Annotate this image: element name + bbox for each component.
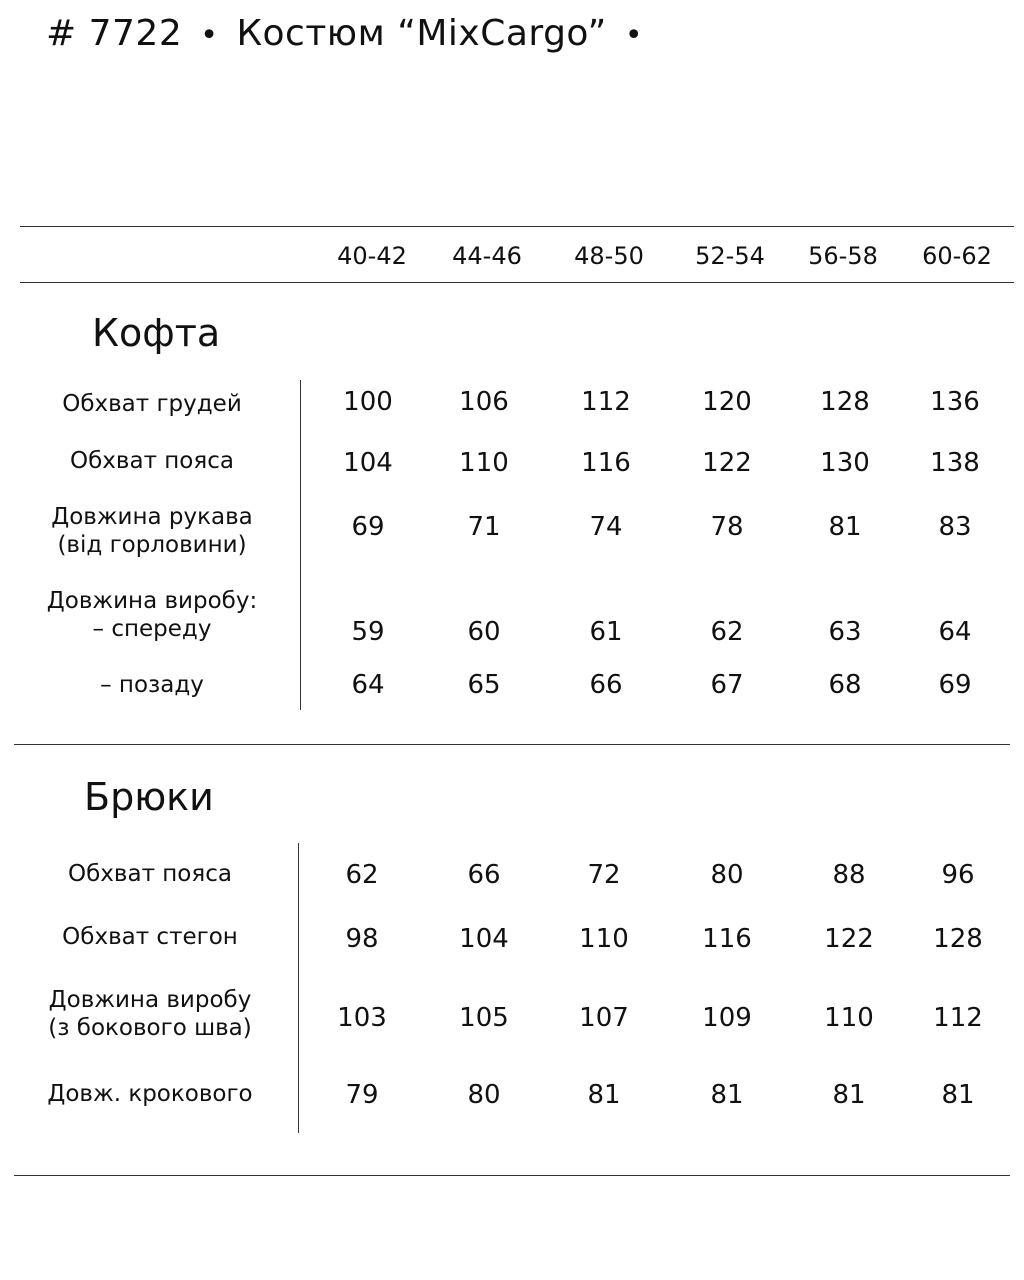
jacket-value-cell: 104 <box>343 448 393 478</box>
pants-value-cell: 107 <box>579 1003 629 1033</box>
pants-row-label: Обхват стегон <box>62 924 238 950</box>
bullet-dot: • <box>624 18 644 53</box>
jacket-value-cell: 116 <box>581 448 631 478</box>
product-name: Костюм “MixCargo” <box>236 13 607 54</box>
divider-vertical-pants <box>298 843 299 1133</box>
jacket-value-cell: 69 <box>938 670 972 700</box>
divider-vertical-jacket <box>300 380 301 710</box>
section-title-pants: Брюки <box>84 775 214 819</box>
jacket-row-label: Довжина рукава <box>51 504 253 530</box>
pants-value-cell: 98 <box>345 924 379 954</box>
pants-value-cell: 109 <box>702 1003 752 1033</box>
jacket-value-cell: 60 <box>467 617 501 647</box>
size-header-48-50: 48-50 <box>574 242 644 270</box>
divider-top <box>20 226 1014 227</box>
jacket-value-cell: 78 <box>710 512 744 542</box>
jacket-value-cell: 122 <box>702 448 752 478</box>
pants-value-cell: 104 <box>459 924 509 954</box>
pants-value-cell: 112 <box>933 1003 983 1033</box>
jacket-value-cell: 66 <box>589 670 623 700</box>
size-header-52-54: 52-54 <box>695 242 765 270</box>
pants-value-cell: 79 <box>345 1080 379 1110</box>
divider-sizes <box>20 282 1014 283</box>
jacket-value-cell: 106 <box>459 387 509 417</box>
pants-row-label: Довжина виробу <box>48 987 252 1013</box>
jacket-value-cell: 64 <box>938 617 972 647</box>
jacket-value-cell: 62 <box>710 617 744 647</box>
jacket-value-cell: 71 <box>467 512 501 542</box>
product-code: # 7722 <box>46 13 183 54</box>
jacket-value-cell: 61 <box>589 617 623 647</box>
pants-value-cell: 81 <box>941 1080 975 1110</box>
pants-value-cell: 80 <box>710 860 744 890</box>
jacket-value-cell: 138 <box>930 448 980 478</box>
pants-value-cell: 103 <box>337 1003 387 1033</box>
jacket-row-label: Обхват грудей <box>62 391 242 417</box>
jacket-value-cell: 110 <box>459 448 509 478</box>
jacket-value-cell: 63 <box>828 617 862 647</box>
jacket-value-cell: 100 <box>343 387 393 417</box>
jacket-value-cell: 67 <box>710 670 744 700</box>
pants-value-cell: 81 <box>587 1080 621 1110</box>
jacket-row-label: Довжина виробу: <box>46 588 258 614</box>
jacket-value-cell: 112 <box>581 387 631 417</box>
jacket-row-label: Обхват пояса <box>70 448 234 474</box>
pants-value-cell: 81 <box>710 1080 744 1110</box>
jacket-value-cell: 83 <box>938 512 972 542</box>
pants-value-cell: 66 <box>467 860 501 890</box>
jacket-row-label: – спереду <box>92 616 212 642</box>
pants-value-cell: 128 <box>933 924 983 954</box>
pants-row-label: Обхват пояса <box>68 861 232 887</box>
section-title-jacket: Кофта <box>92 311 221 355</box>
page-title <box>46 12 661 58</box>
size-header-60-62: 60-62 <box>922 242 992 270</box>
pants-value-cell: 80 <box>467 1080 501 1110</box>
jacket-value-cell: 120 <box>702 387 752 417</box>
pants-value-cell: 96 <box>941 860 975 890</box>
pants-value-cell: 62 <box>345 860 379 890</box>
jacket-row-label: (від горловини) <box>57 532 247 558</box>
pants-row-label: Довж. крокового <box>47 1081 253 1107</box>
pants-value-cell: 88 <box>832 860 866 890</box>
pants-row-label: (з бокового шва) <box>48 1015 252 1041</box>
bullet-dot: • <box>200 18 219 53</box>
pants-value-cell: 110 <box>579 924 629 954</box>
size-header-44-46: 44-46 <box>452 242 522 270</box>
jacket-value-cell: 136 <box>930 387 980 417</box>
pants-value-cell: 81 <box>832 1080 866 1110</box>
pants-value-cell: 110 <box>824 1003 874 1033</box>
size-header-56-58: 56-58 <box>808 242 878 270</box>
divider-middle <box>14 744 1010 745</box>
jacket-value-cell: 59 <box>351 617 385 647</box>
jacket-value-cell: 65 <box>467 670 501 700</box>
jacket-value-cell: 74 <box>589 512 623 542</box>
pants-value-cell: 72 <box>587 860 621 890</box>
jacket-value-cell: 130 <box>820 448 870 478</box>
divider-bottom <box>14 1175 1010 1176</box>
pants-value-cell: 122 <box>824 924 874 954</box>
jacket-value-cell: 69 <box>351 512 385 542</box>
jacket-value-cell: 128 <box>820 387 870 417</box>
pants-value-cell: 105 <box>459 1003 509 1033</box>
jacket-value-cell: 81 <box>828 512 862 542</box>
size-header-40-42: 40-42 <box>337 242 407 270</box>
jacket-row-label: – позаду <box>100 672 204 698</box>
pants-value-cell: 116 <box>702 924 752 954</box>
jacket-value-cell: 64 <box>351 670 385 700</box>
jacket-value-cell: 68 <box>828 670 862 700</box>
